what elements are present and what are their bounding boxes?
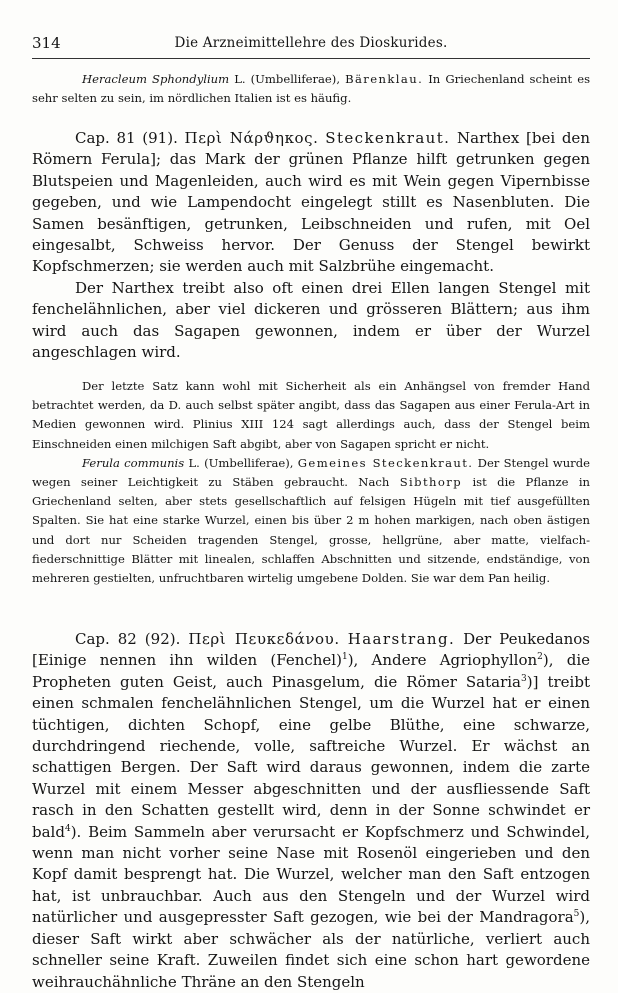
chapter-82-greek-title: Περὶ Πευκεδάνου. [188, 630, 340, 648]
chapter-81-notes [32, 377, 590, 588]
sibthorp-name: Sibthorp [399, 475, 463, 490]
chapter-82-text-6: ), dieser Saft wirkt aber schwächer als der natürliche, verliert auch schneller seine Kraft. Zuweilen findet sich eine schon hart gewordene weihrauchähnliche Thräne an den Stengeln [32, 908, 590, 991]
chapter-82-text-5: ). Beim Sammeln aber verursacht er Kopfschmerz und Schwindel, wenn man nicht vorher seine Nase mit Rosenöl eingerieben und den Kopf damit besprengt hat. Die Wurzel, welcher man den Saft entzogen hat, ist unbrauchbar. Auch aus den Stengeln und der Wurzel wird natürlicher und ausgepresster Saft gezogen, wie bei der Mandragora [32, 822, 590, 927]
page-number: 314 [32, 34, 61, 52]
chapter-81-greek-title: Περὶ Νάρϑηκος. [184, 129, 319, 147]
running-title: Die Arzneimittellehre des Dioskurides. [174, 35, 448, 51]
footnote-ref-3: 3 [521, 673, 527, 684]
chapter-81-paragraph-1 [32, 128, 590, 278]
heracleum-common-name: Bärenklau. [345, 72, 424, 86]
footnote-ref-2: 2 [537, 652, 543, 663]
ferula-note [32, 454, 590, 588]
header-rule [32, 58, 590, 59]
ferula-latin-name: Ferula communis [82, 455, 185, 470]
chapter-82-german-title: Haarstrang. [347, 630, 456, 648]
chapter-82-text-3: ), die Propheten guten Geist, auch Pinasgelum, die Römer Sataria [32, 651, 590, 691]
heracleum-paragraph [32, 70, 590, 108]
heracleum-text-2: In Griechenland scheint es sehr selten zu sein, im nördlichen Italien ist es häufig. [32, 72, 591, 106]
chapter-82-text-1: Der Peukedanos [Einige nennen ihn wilden (Fenchel) [32, 630, 591, 670]
chapter-81-text-1: Narthex [bei den Römern Ferula]; das Mark der grünen Pflanze hilft getrunken gegen Blutspeien und Magenleiden, auch wird es mit Wein gegen Vipernbisse gegeben, und wie Lampendocht eingelegt stillt es Nasenbluten. Die Samen besänftigen, getrunken, Leibschneiden und rufen, mit Oel eingesalbt, Schweiss hervor. Der Genuss der Stengel bewirkt Kopfschmerzen; sie werden auch mit Salzbrühe eingemacht. [32, 129, 590, 276]
chapter-81-german-title: Steckenkraut. [325, 129, 451, 147]
heracleum-note [32, 70, 590, 108]
footnote-ref-1: 1 [341, 652, 348, 663]
ferula-text-2: Der Stengel wurde wegen seiner Leichtigkeit zu Stäben gebraucht. Nach [32, 455, 591, 490]
chapter-82-number: Cap. 82 (92). [75, 630, 181, 648]
ferula-common-name: Gemeines Steckenkraut. [297, 455, 474, 470]
chapter-82-text-4: )] treibt einen schmalen fenchelähnlichen Stengel, um die Wurzel hat er einen tüchtigen, dichten Schopf, eine gelbe Blüthe, eine schwarze, durchdringend riechende, volle, saftreiche Wurzel. Er wächst an schattigen Bergen. Der Saft wird daraus gewonnen, indem die zarte Wurzel mit einem Messer abgeschnitten und der ausfliessende Saft rasch in den Schatten gestellt wird, denn in der Sonne schwindet er bald [32, 672, 590, 841]
chapter-81-number: Cap. 81 (91). [75, 129, 178, 147]
chapter-82-text-2: ), Andere Agriophyllon [347, 651, 538, 670]
chapter-81-paragraph-2: Der Narthex treibt also oft einen drei Ellen langen Stengel mit fenchelähnlichen, aber viel dickeren und grösseren Blättern; aus ihm wird auch das Sagapen gewonnen, indem er über der Wurzel angeschlagen wird. [32, 278, 590, 362]
chapter-82 [32, 629, 590, 993]
page-header [32, 34, 590, 56]
ferula-text-1: L. (Umbelliferae), [184, 455, 298, 470]
chapter-81-note-1: Der letzte Satz kann wohl mit Sicherheit als ein Anhängsel von fremder Hand betrachtet werden, da D. auch selbst später angibt, dass das Sagapen aus einer Ferula-Art in Medien gewonnen wird. Plinius XIII 124 sagt allerdings auch, dass der Stengel beim Einschneiden einen milchigen Saft abgibt, aber von Sagapen spricht er nicht. [32, 379, 590, 451]
footnote-ref-4: 4 [64, 823, 71, 834]
footnote-ref-5: 5 [573, 909, 580, 920]
chapter-81 [32, 128, 590, 363]
heracleum-text-1: L. (Umbelliferae), [229, 72, 346, 86]
chapter-82-paragraph [32, 629, 590, 993]
heracleum-latin-name: Heracleum Sphondylium [82, 72, 230, 86]
ferula-text-3: ist die Pflanze in Griechenland selten, aber stets gesellschaftlich auf felsigen Hügeln mit tief ausgefüllten Spalten. Sie hat eine starke Wurzel, einen bis über 2 m hohen markigen, nach oben ästigen und dort nur Scheiden tragenden Stengel, grosse, hellgrüne, aber matte, vielfach-fiederschnittige Blätter mit linealen, schlaffen Abschnitten und sitzende, endständige, von mehreren gestielten, unfruchtbaren wirtelig umgebene Dolden. Sie war dem Pan heilig. [32, 475, 590, 586]
